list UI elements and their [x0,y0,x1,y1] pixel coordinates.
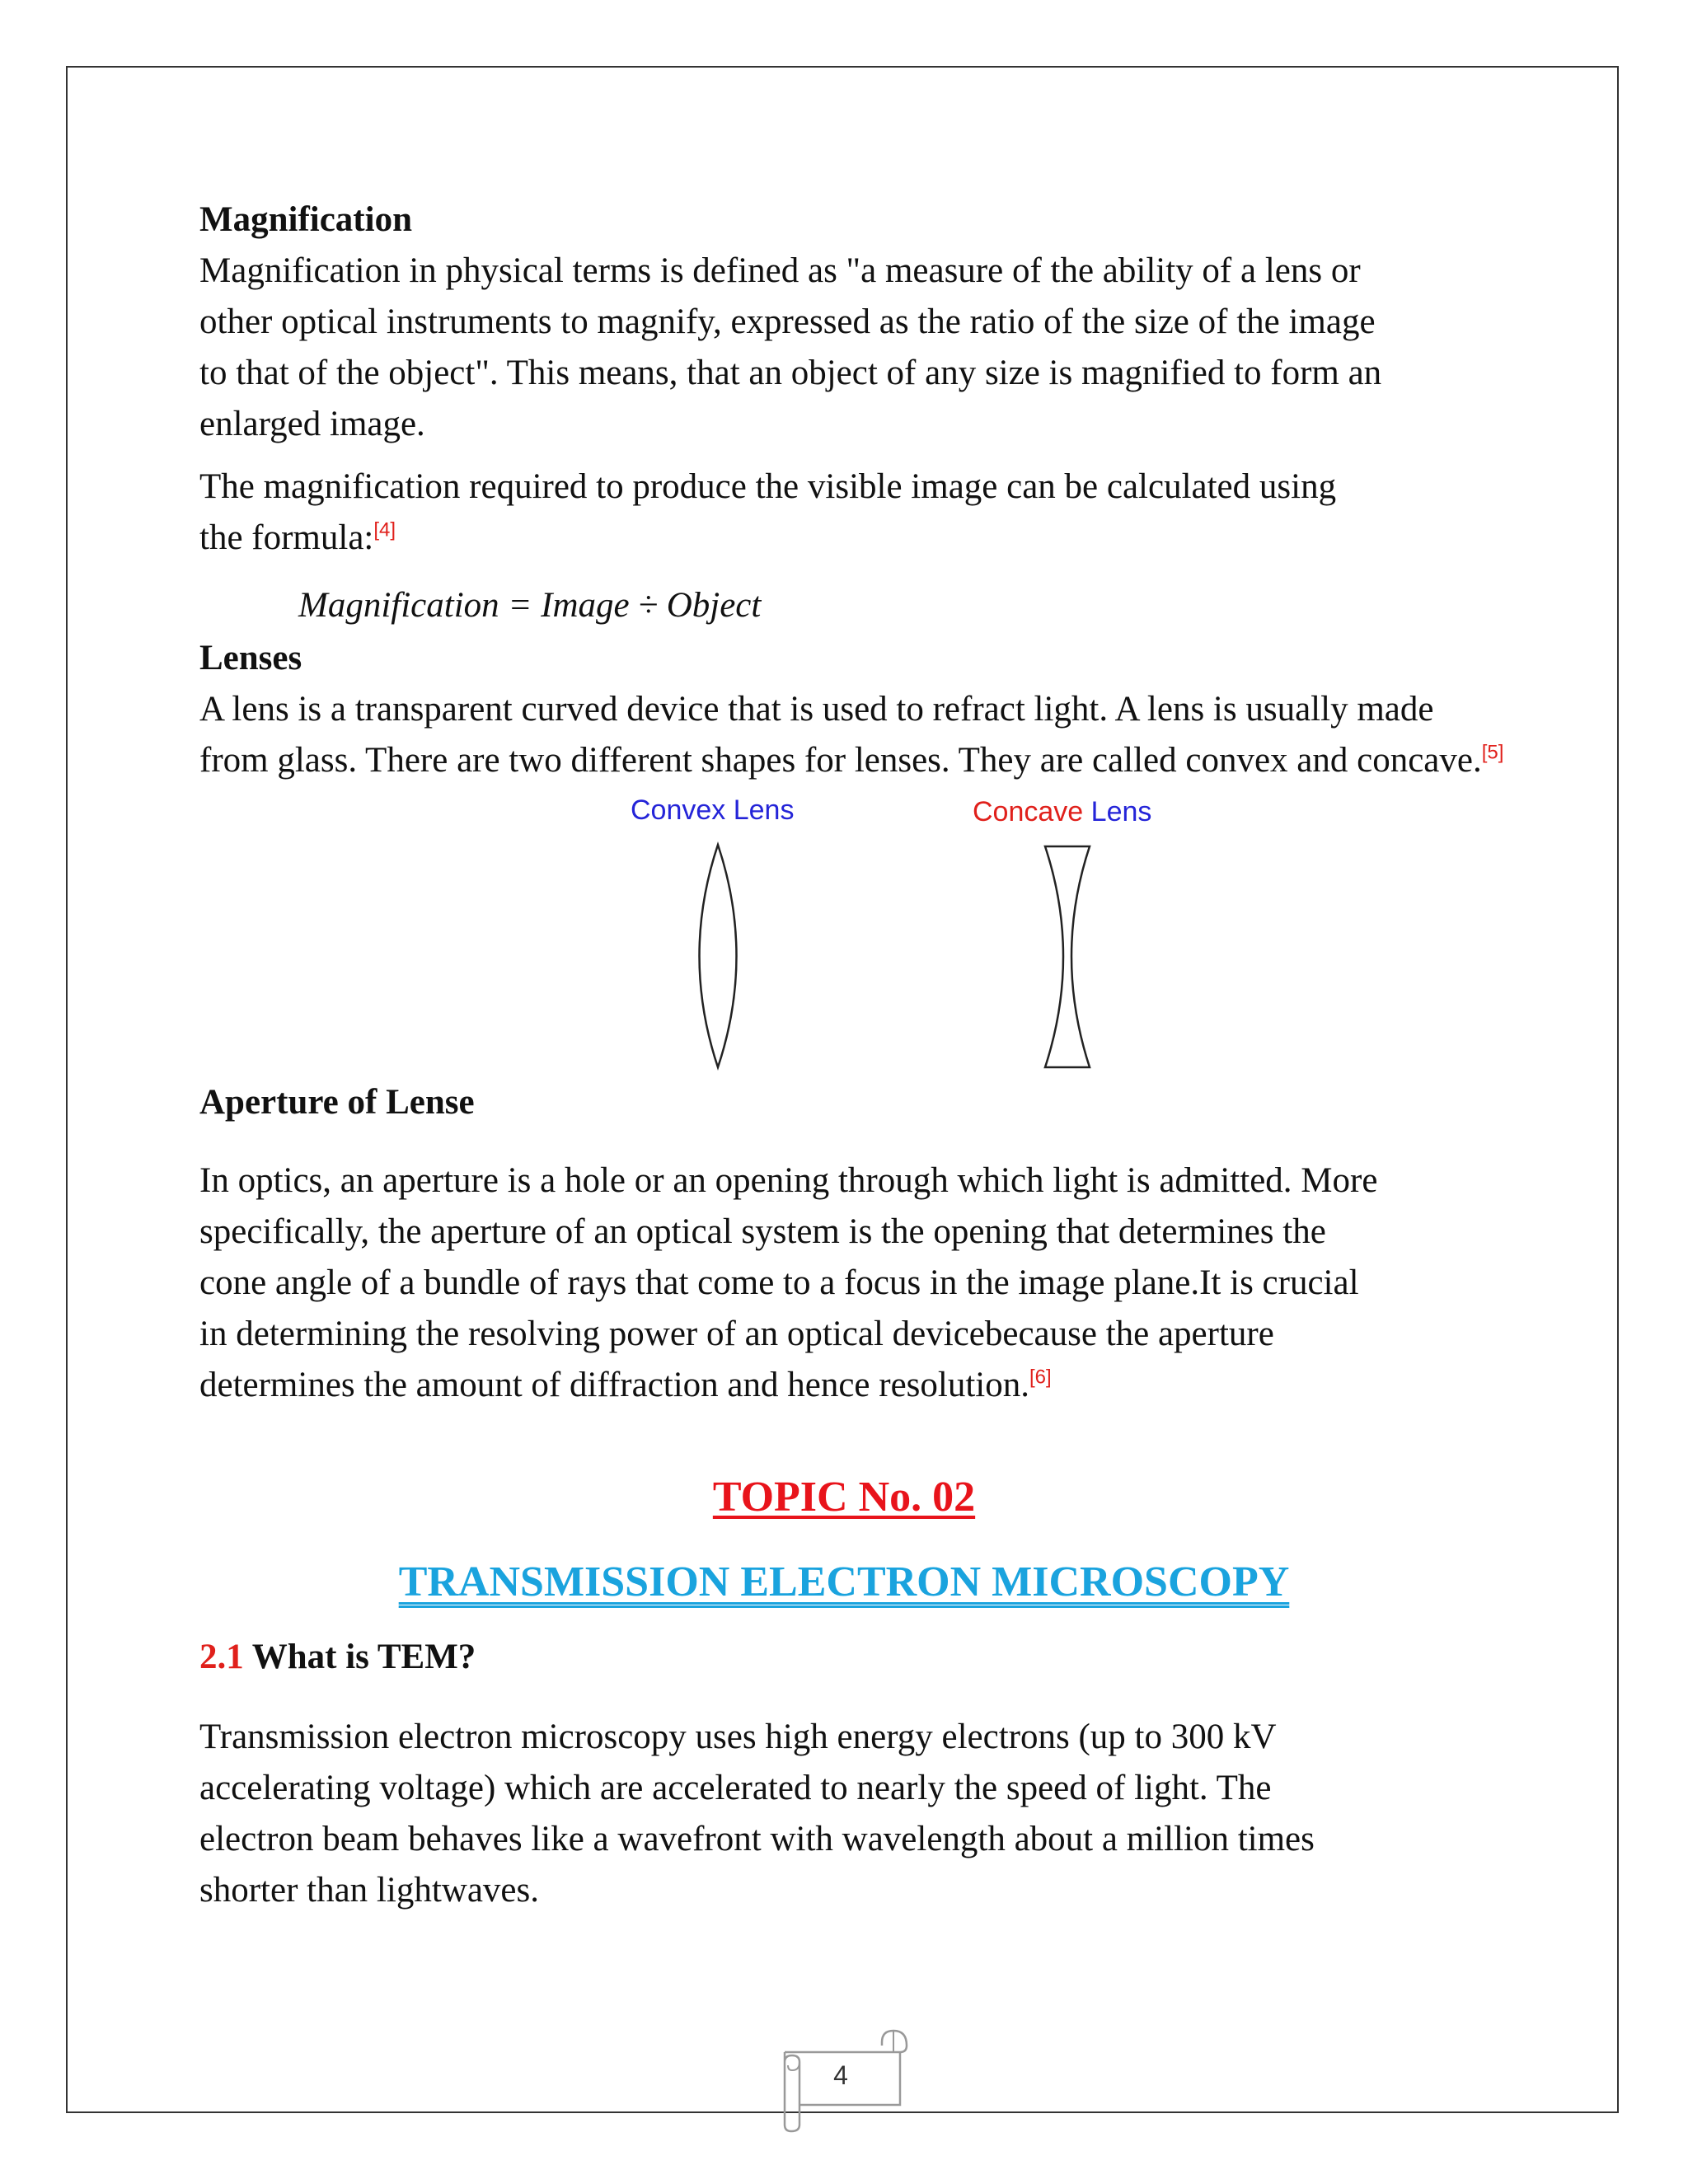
section-number: 2.1 [199,1638,244,1676]
section-title: What is TEM? [243,1638,476,1676]
text-fragment: the formula: [199,518,374,557]
text-fragment: determines the amount of diffraction and hence resolution. [199,1366,1029,1404]
text-line: specifically, the aperture of an optical system is the opening that determines the [199,1212,1326,1251]
text-line [199,1360,1617,1411]
lenses-paragraph [199,684,1617,786]
topic-title: TOPIC No. 02 [712,1474,976,1521]
tem-subsection-heading [199,1632,476,1683]
text-line: electron beam behaves like a wavefront with wavelength about a million times [199,1820,1315,1858]
text-line: to that of the object". This means, that an object of any size is magnified to form an [199,354,1382,392]
formula-intro-paragraph [199,462,1617,564]
tem-section-title: TRANSMISSION ELECTRON MICROSCOPY [398,1558,1290,1605]
concave-lens-shape [1045,846,1090,1067]
text-line: Magnification in physical terms is defined as "a measure of the ability of a lens or [199,251,1361,290]
lens-figure [610,787,1187,1084]
tem-paragraph [199,1712,1617,1916]
page-number: 4 [833,2060,848,2090]
aperture-heading: Aperture of Lense [199,1083,475,1122]
magnification-heading: Magnification [199,200,412,239]
citation-link[interactable]: [6] [1029,1366,1052,1389]
text-line: other optical instruments to magnify, expressed as the ratio of the size of the image [199,302,1376,341]
lens-diagram [610,837,1187,1084]
aperture-paragraph [199,1155,1617,1411]
text-fragment: from glass. There are two different shapes for lenses. They are called convex and concave. [199,741,1482,780]
text-line: Transmission electron microscopy uses high energy electrons (up to 300 kV [199,1718,1277,1756]
convex-lens-shape [700,845,737,1067]
magnification-paragraph [199,246,1617,450]
citation-link[interactable]: [5] [1481,741,1504,764]
text-line: shorter than lightwaves. [199,1871,539,1910]
text-line: In optics, an aperture is a hole or an opening through which light is admitted. More [199,1161,1378,1200]
text-line: cone angle of a bundle of rays that come to a focus in the image plane.It is crucial [199,1263,1359,1302]
concave-lens-label [973,795,1151,828]
citation-link[interactable]: [4] [373,518,396,541]
magnification-formula: Magnification = Image ÷ Object [298,586,762,625]
text-line [199,513,1617,564]
lens-word: Lens [1090,796,1152,827]
convex-lens-label: Convex Lens [631,794,795,826]
text-line: The magnification required to produce the visible image can be calculated using [199,467,1337,506]
text-line: enlarged image. [199,405,425,443]
text-line [199,735,1617,786]
text-line: A lens is a transparent curved device that is used to refract light. A lens is usually made [199,690,1434,729]
lenses-heading: Lenses [199,639,302,677]
concave-word: Concave [973,796,1084,827]
text-line: accelerating voltage) which are accelerated to nearly the speed of light. The [199,1769,1272,1807]
text-line: in determining the resolving power of an optical devicebecause the aperture [199,1315,1274,1353]
page-number-scroll [767,2019,915,2135]
